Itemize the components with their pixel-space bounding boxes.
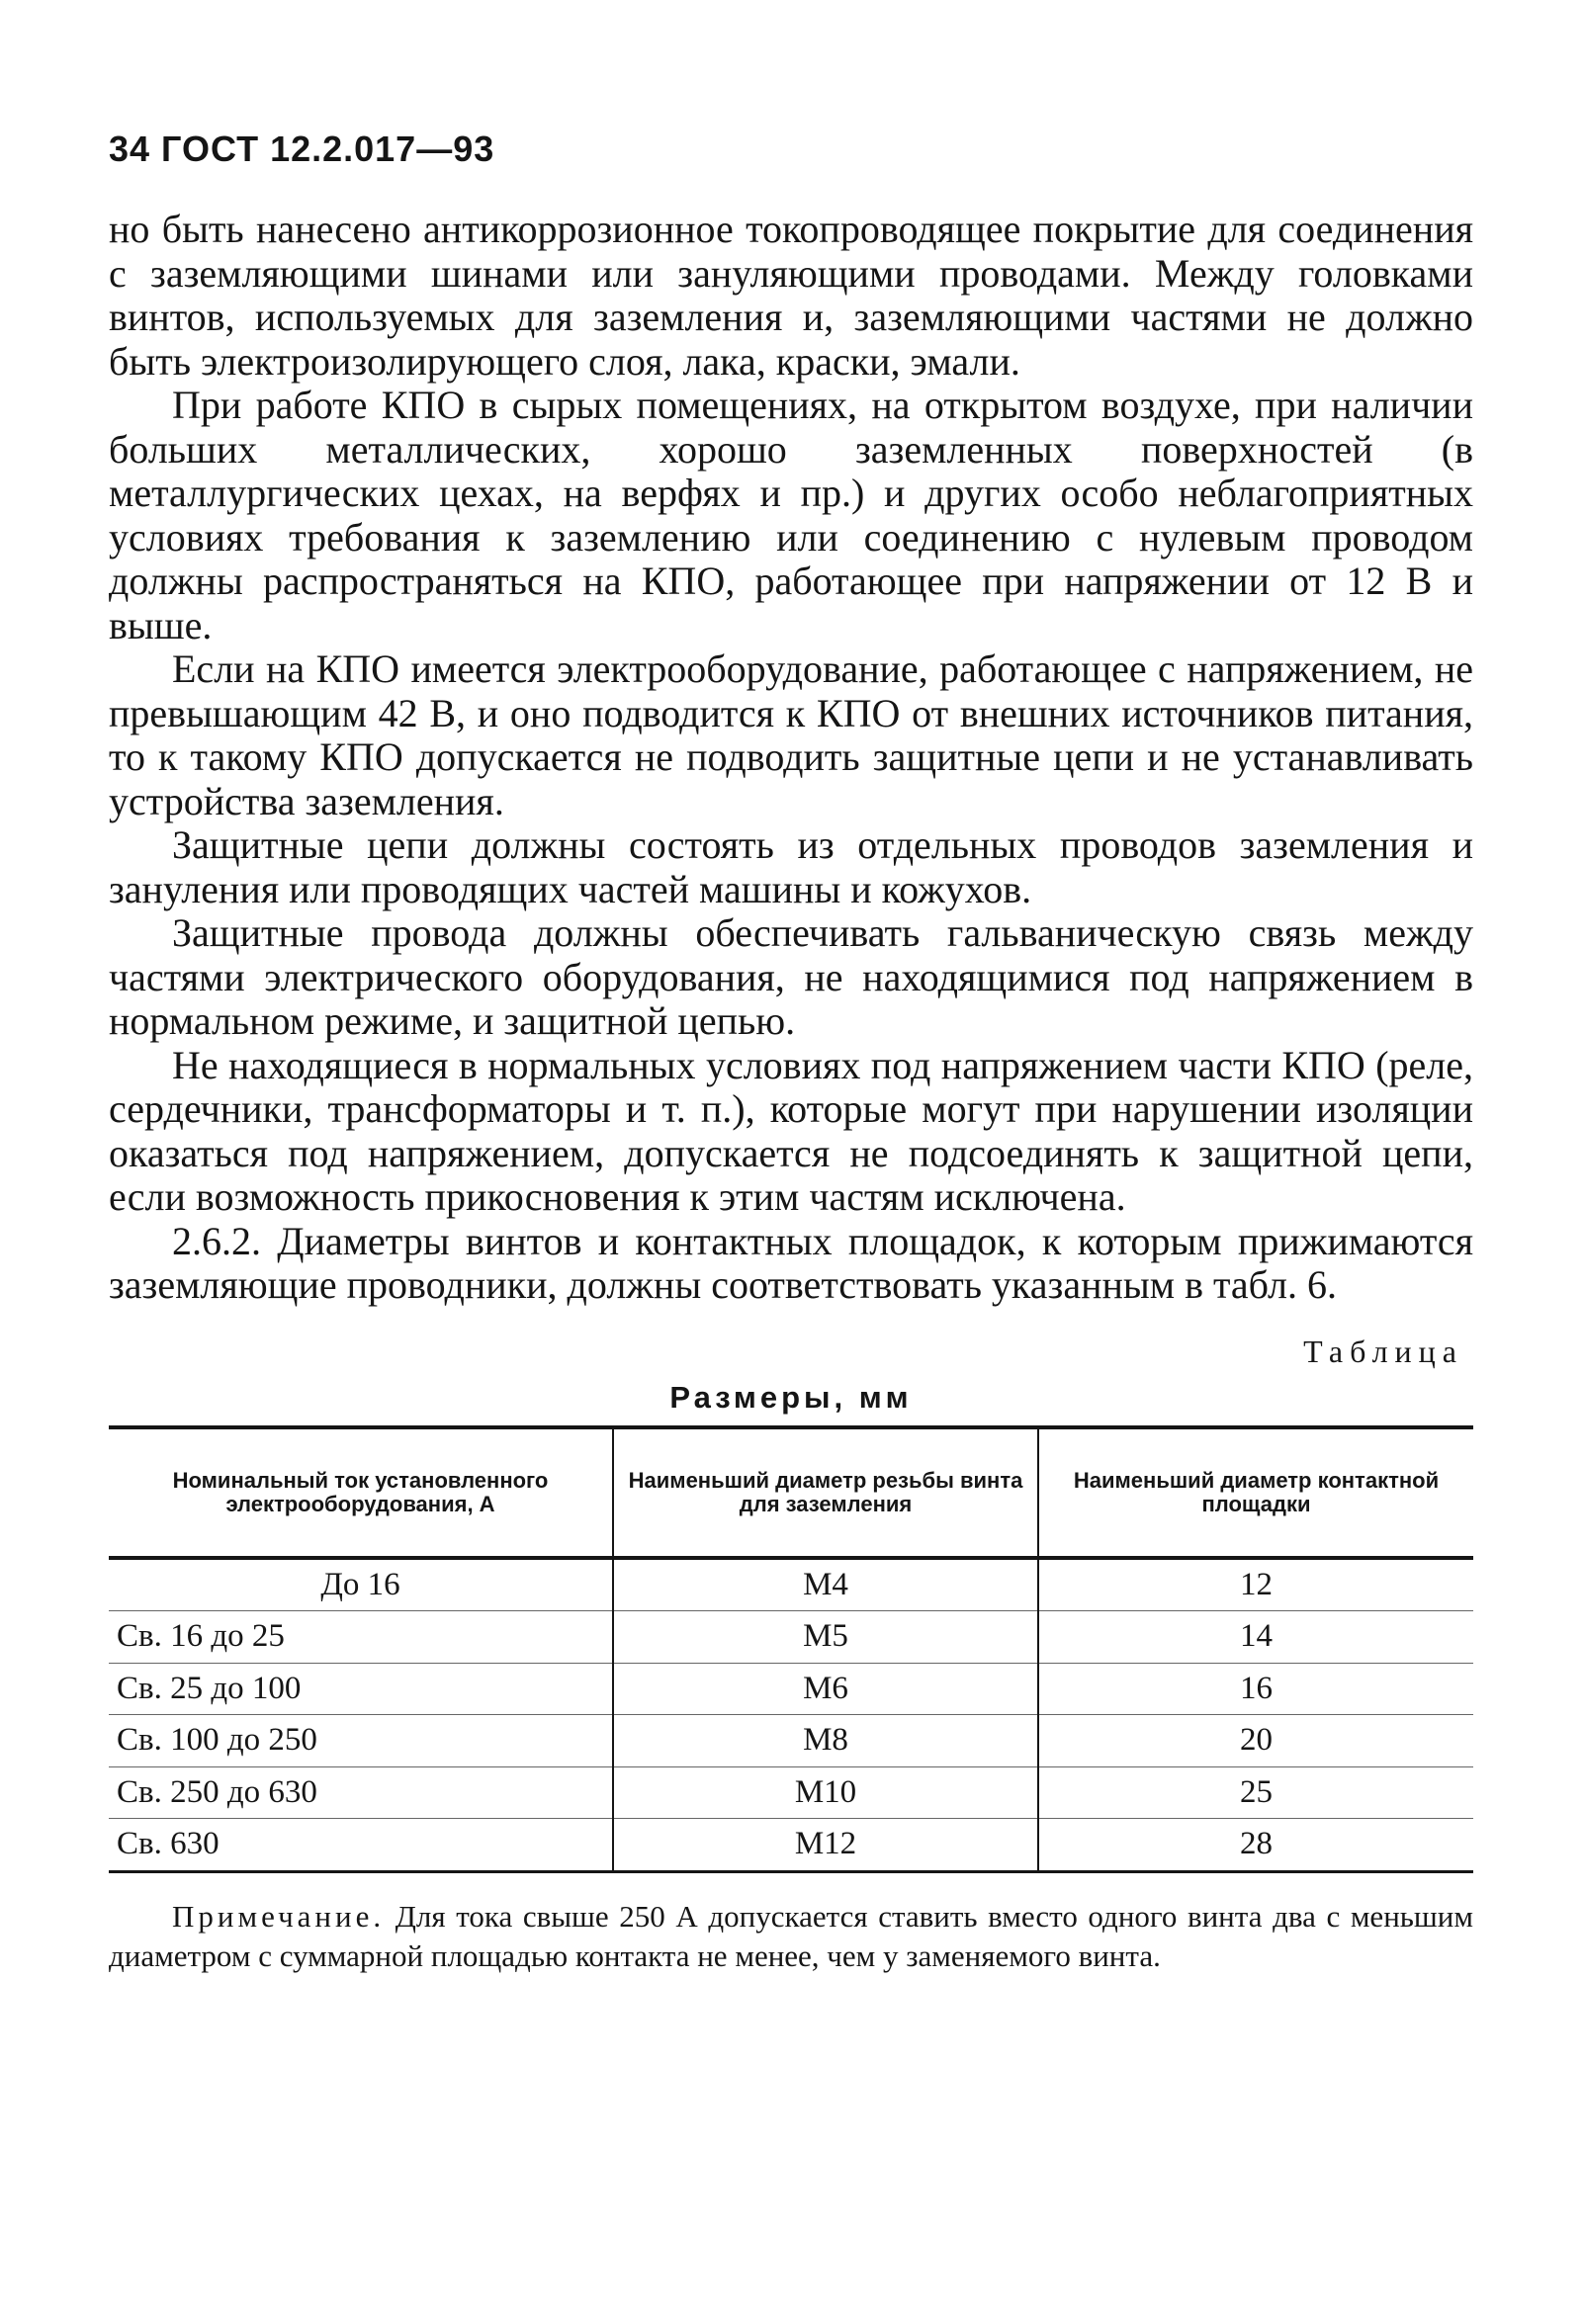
- cell-current: Св. 25 до 100: [109, 1663, 613, 1715]
- cell-pad: 28: [1038, 1819, 1473, 1872]
- dimensions-table: [109, 1425, 1473, 1873]
- cell-thread: М12: [613, 1819, 1038, 1872]
- cell-thread: М8: [613, 1715, 1038, 1767]
- table-row: [109, 1663, 1473, 1715]
- paragraph-3: Если на КПО имеется электрооборудование, работающее с напряжением, не превышающим 42 В, и оно подводится к КПО от внешних источников питания, то к такому КПО допускается не подводить защитные цепи и не устанавливать устройства заземления.: [109, 646, 1473, 823]
- page-header: 34 ГОСТ 12.2.017—93: [109, 129, 495, 169]
- cell-pad: 20: [1038, 1715, 1473, 1767]
- paragraph-5: Защитные провода должны обеспечивать гальваническую связь между частями электрического оборудования, не находящимися под напряжением в нормальном режиме, и защитной цепью.: [109, 910, 1473, 1043]
- cell-pad: 12: [1038, 1558, 1473, 1611]
- cell-pad: 16: [1038, 1663, 1473, 1715]
- paragraph-1: но быть нанесено антикоррозионное токопроводящее покрытие для соединения с заземляющими шинами или зануляющими проводами. Между головками винтов, используемых для заземления и, заземляющими частями не должно быть электроизолирующего слоя, лака, краски, эмали.: [109, 207, 1473, 384]
- column-header-current: Номинальный ток установленного электрооборудования, А: [109, 1427, 613, 1558]
- cell-current: Св. 250 до 630: [109, 1766, 613, 1819]
- cell-thread: М10: [613, 1766, 1038, 1819]
- paragraph-4: Защитные цепи должны состоять из отдельных проводов заземления и зануления или проводящих частей машины и кожухов.: [109, 822, 1473, 911]
- table-row: [109, 1766, 1473, 1819]
- column-header-pad-diameter: Наименьший диаметр контактной площадки: [1038, 1427, 1473, 1558]
- cell-thread: М4: [613, 1558, 1038, 1611]
- note-label: Примечание.: [172, 1898, 386, 1934]
- cell-current: Св. 630: [109, 1819, 613, 1872]
- cell-thread: М6: [613, 1663, 1038, 1715]
- paragraph-6: Не находящиеся в нормальных условиях под напряжением части КПО (реле, сердечники, трансформаторы и т. п.), которые могут при нарушении изоляции оказаться под напряжением, допускается не подсоединять к защитной цепи, если возможность прикосновения к этим частям исключена.: [109, 1042, 1473, 1219]
- cell-current: Св. 100 до 250: [109, 1715, 613, 1767]
- cell-pad: 14: [1038, 1611, 1473, 1664]
- cell-thread: М5: [613, 1611, 1038, 1664]
- paragraph-7: 2.6.2. Диаметры винтов и контактных площадок, к которым прижимаются заземляющие проводники, должны соответствовать указанным в табл. 6.: [109, 1218, 1473, 1307]
- table-header-row: [109, 1427, 1473, 1558]
- table-row: [109, 1819, 1473, 1872]
- cell-current: Св. 16 до 25: [109, 1611, 613, 1664]
- table-caption: Таблица: [1303, 1333, 1463, 1369]
- table-note: [109, 1897, 1473, 1976]
- table-row: [109, 1558, 1473, 1611]
- cell-current: До 16: [109, 1558, 613, 1611]
- document-page: [109, 129, 1473, 1976]
- note-text: Для тока свыше 250 А допускается ставить вместо одного винта два с меньшим диаметром с суммарной площадью контакта не менее, чем у заменяемого винта.: [109, 1898, 1473, 1973]
- table-row: [109, 1611, 1473, 1664]
- paragraph-2: При работе КПО в сырых помещениях, на открытом воздухе, при наличии больших металлических, хорошо заземленных поверхностей (в металлургических цехах, на верфях и пр.) и других особо неблагоприятных условиях требования к заземлению или соединению с нулевым проводом должны распространяться на КПО, работающее при напряжении от 12 В и выше.: [109, 383, 1473, 647]
- column-header-thread-diameter: Наименьший диаметр резьбы винта для заземления: [613, 1427, 1038, 1558]
- table-subcaption: Размеры, мм: [669, 1379, 913, 1415]
- table-row: [109, 1715, 1473, 1767]
- cell-pad: 25: [1038, 1766, 1473, 1819]
